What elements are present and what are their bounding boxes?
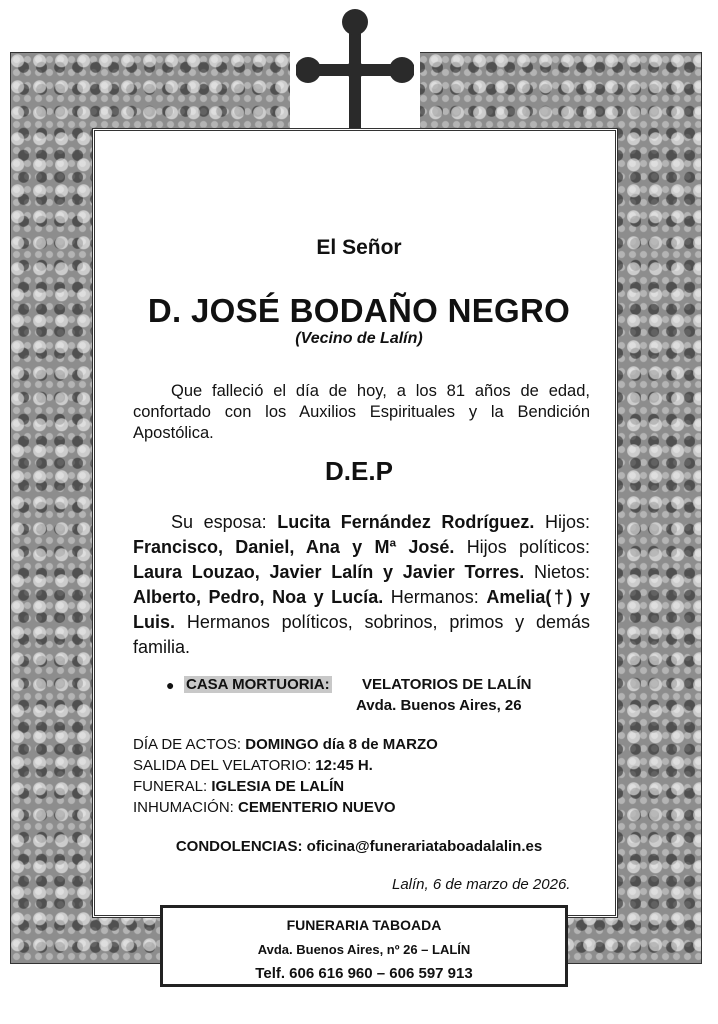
condolencias-email[interactable]: oficina@funerariataboadalalin.es bbox=[306, 838, 543, 855]
family-rest: Hermanos políticos, sobrinos, primos y demás familia. bbox=[133, 612, 590, 657]
act-row: SALIDA DEL VELATORIO: 12:45 H. bbox=[133, 757, 373, 774]
acts-list bbox=[133, 734, 438, 818]
notice-date: Lalín, 6 de marzo de 2026. bbox=[392, 876, 571, 893]
intro-paragraph: Que falleció el día de hoy, a los 81 años de edad, confortado con los Auxilios Espirituales y la Bendición Apostólica. bbox=[133, 382, 590, 442]
nietos-names: Alberto, Pedro, Noa y Lucía. bbox=[133, 587, 384, 607]
hermanos-label: Hermanos: bbox=[390, 587, 479, 607]
casa-value: VELATORIOS DE LALÍN bbox=[362, 676, 532, 693]
company-name: FUNERARIA TABOADA bbox=[286, 917, 442, 933]
subtitle-vecino: (Vecino de Lalín) bbox=[295, 330, 423, 347]
bullet-icon: ● bbox=[166, 677, 175, 693]
act-row: DÍA DE ACTOS: DOMINGO día 8 de MARZO bbox=[133, 736, 438, 753]
act-row: FUNERAL: IGLESIA DE LALÍN bbox=[133, 778, 345, 795]
politicos-names: Laura Louzao, Javier Lalín y Javier Torres. bbox=[133, 562, 525, 582]
hijos-label: Hijos: bbox=[544, 512, 590, 532]
esposa-label: Su esposa: bbox=[171, 512, 267, 532]
title-senor: El Señor bbox=[316, 236, 402, 259]
esposa-name: Lucita Fernández Rodríguez. bbox=[277, 512, 535, 532]
family-paragraph bbox=[133, 510, 590, 660]
deceased-name: D. JOSÉ BODAÑO NEGRO bbox=[147, 292, 571, 329]
nietos-label: Nietos: bbox=[533, 562, 590, 582]
act-row: INHUMACIÓN: CEMENTERIO NUEVO bbox=[133, 799, 396, 816]
company-address: Avda. Buenos Aires, nº 26 – LALÍN bbox=[257, 942, 471, 957]
funeral-home-box bbox=[160, 905, 568, 987]
condolencias: CONDOLENCIAS: oficina@funerariataboadalalin.es bbox=[175, 838, 543, 855]
casa-label: CASA MORTUORIA: bbox=[186, 676, 330, 693]
company-phone: Telf. 606 616 960 – 606 597 913 bbox=[255, 965, 473, 982]
hijos-names: Francisco, Daniel, Ana y Mª José. bbox=[133, 537, 455, 557]
politicos-label: Hijos políticos: bbox=[466, 537, 590, 557]
casa-address: Avda. Buenos Aires, 26 bbox=[356, 697, 522, 714]
hermanos-names: Amelia(†) y Luis. bbox=[133, 587, 590, 632]
dep-heading: D.E.P bbox=[325, 456, 393, 486]
